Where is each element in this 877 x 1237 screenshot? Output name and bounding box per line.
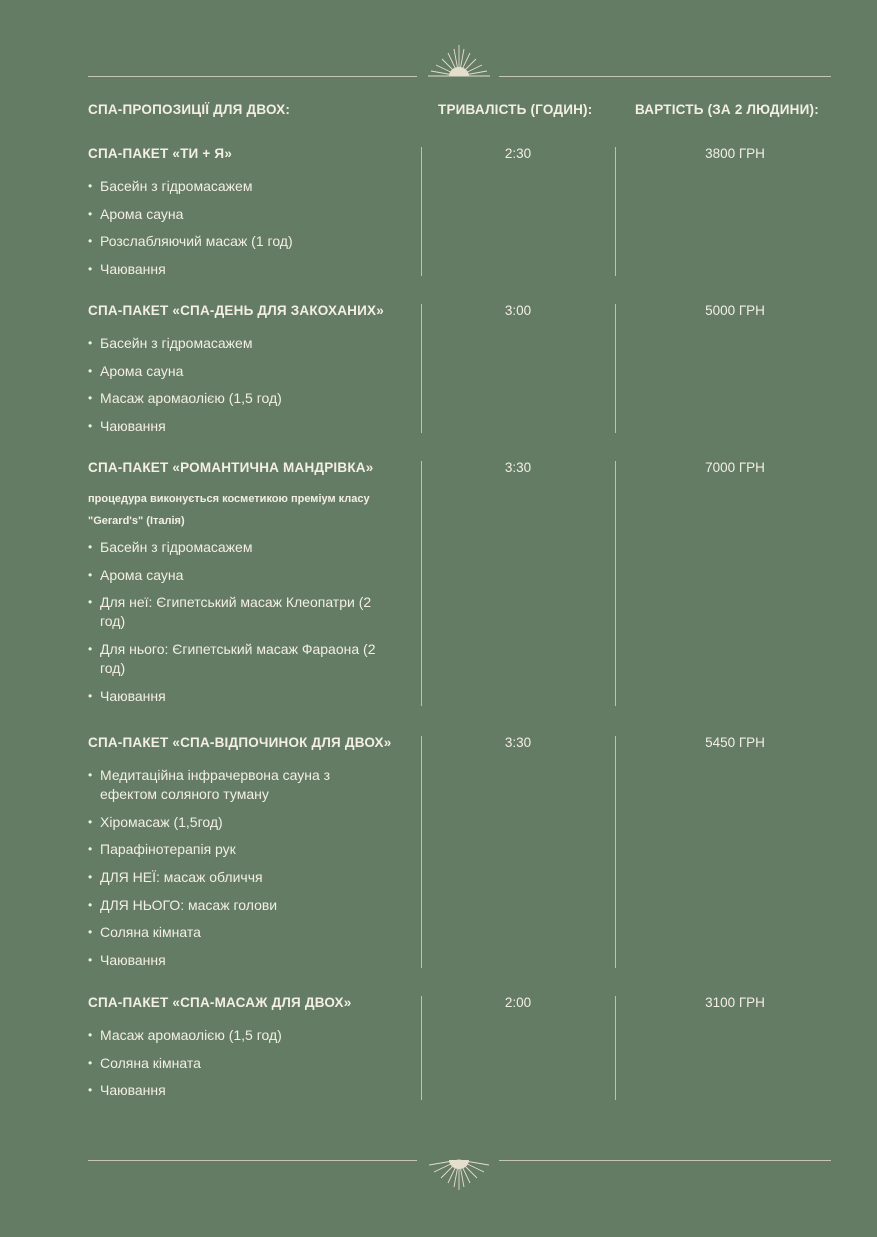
header-duration: ТРИВАЛІСТЬ (ГОДИН): [438,102,593,117]
package-items [88,538,388,714]
package-price: 3100 ГРН [705,995,765,1010]
package-duration: 2:30 [504,146,532,161]
package-price: 3800 ГРН [705,146,765,161]
top-divider-right [499,76,831,77]
list-item: • ДЛЯ НЕЇ: масаж обличчя [88,868,348,887]
package-title: СПА-ПАКЕТ «СПА-ДЕНЬ ДЛЯ ЗАКОХАНИХ» [88,303,384,318]
column-divider [615,304,616,433]
bottom-divider-right [499,1160,831,1161]
column-divider [421,996,422,1100]
bottom-divider-left [88,1160,417,1161]
package-duration: 3:30 [504,735,532,750]
package-title: СПА-ПАКЕТ «СПА-ВІДПОЧИНОК ДЛЯ ДВОХ» [88,735,392,750]
list-item: • Для неї: Єгипетський масаж Клеопатри (2 год) [88,593,388,631]
package-title: СПА-ПАКЕТ «СПА-МАСАЖ ДЛЯ ДВОХ» [88,995,352,1010]
list-item: • Соляна кімната [88,923,348,942]
top-divider-left [88,76,417,77]
list-item: • Для нього: Єгипетський масаж Фараона (2 год) [88,640,388,678]
list-item: • Басейн з гідромасажем [88,538,388,557]
column-divider [421,304,422,433]
list-item: • Чаювання [88,417,408,436]
package-title: СПА-ПАКЕТ «ТИ + Я» [88,146,233,161]
list-item: • Чаювання [88,1081,408,1100]
list-item: • Масаж аромаолією (1,5 год) [88,389,408,408]
list-item: • Арома сауна [88,566,388,585]
sunburst-icon [427,43,491,79]
column-divider [615,736,616,968]
list-item: • ДЛЯ НЬОГО: масаж голови [88,896,348,915]
column-divider [615,461,616,706]
package-items [88,334,408,445]
header-price: ВАРТІСТЬ (ЗА 2 ЛЮДИНИ): [635,102,819,117]
list-item: • Чаювання [88,260,408,279]
list-item: • Парафінотерапія рук [88,840,348,859]
column-divider [421,461,422,706]
package-duration: 2:00 [504,995,532,1010]
column-divider [615,147,616,276]
header-offers: СПА-ПРОПОЗИЦІЇ ДЛЯ ДВОХ: [88,102,291,117]
package-items [88,766,348,979]
list-item: • Арома сауна [88,205,408,224]
column-divider [615,996,616,1100]
list-item: • Чаювання [88,687,388,706]
package-items [88,1026,408,1109]
sunburst-icon [427,1158,491,1192]
column-divider [421,147,422,276]
package-items [88,177,408,288]
package-duration: 3:00 [504,303,532,318]
package-price: 5000 ГРН [705,303,765,318]
list-item: • Масаж аромаолією (1,5 год) [88,1026,408,1045]
list-item: • Басейн з гідромасажем [88,334,408,353]
package-price: 5450 ГРН [705,735,765,750]
list-item: • Розслабляючий масаж (1 год) [88,232,408,251]
package-note: процедура виконується косметикою преміум класу "Gerard's" (Італія) [88,493,370,527]
list-item: • Хіромасаж (1,5год) [88,813,348,832]
list-item: • Соляна кімната [88,1054,408,1073]
list-item: • Чаювання [88,951,348,970]
package-price: 7000 ГРН [705,460,765,475]
column-divider [421,736,422,968]
list-item: • Арома сауна [88,362,408,381]
package-duration: 3:30 [504,460,532,475]
list-item: • Медитаційна інфрачервона сауна з ефектом соляного туману [88,766,348,804]
list-item: • Басейн з гідромасажем [88,177,408,196]
package-title: СПА-ПАКЕТ «РОМАНТИЧНА МАНДРІВКА» [88,460,374,475]
